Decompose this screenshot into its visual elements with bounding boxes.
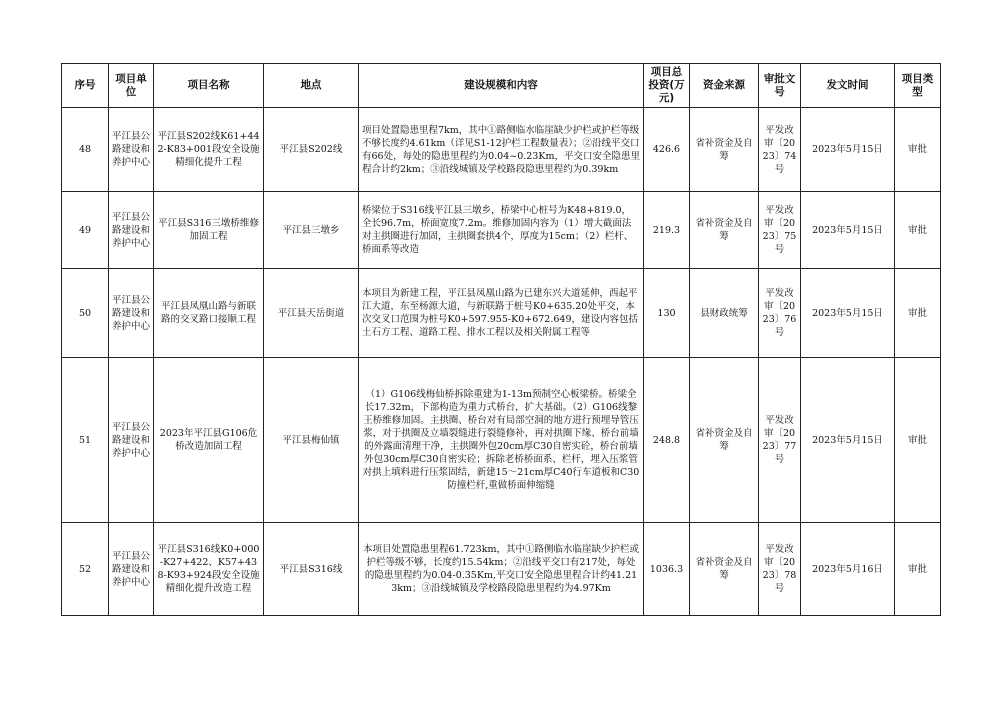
cell-unit: 平江县公路建设和养护中心 <box>109 108 154 192</box>
cell-investment: 219.3 <box>644 192 690 269</box>
header-funding: 资金来源 <box>690 64 759 108</box>
cell-no: 49 <box>62 192 109 269</box>
project-table <box>61 63 941 616</box>
cell-date: 2023年5月15日 <box>801 192 895 269</box>
cell-approval: 平发改审〔2023〕76号 <box>759 269 801 358</box>
header-name: 项目名称 <box>154 64 264 108</box>
table-row <box>62 358 941 523</box>
cell-content: （1）G106线梅仙桥拆除重建为1-13m预制空心板梁桥。桥梁全长17.32m，下部构造为重力式桥台，扩大基础。（2）G106线黎王桥维修加固。主拱圈、桥台对有局部空洞的地方进行预埋导管压浆，对于拱圈及立墙裂缝进行裂缝修补，再对拱圈下缘、桥台前墙的外露面清理干净，主拱圈外包20cm厚C30自密实砼，桥台前墙外包30cm厚C30自密实砼；拆除老桥桥面系、栏杆，埋入压浆管对拱上填料进行压浆固结，新建15～21cm厚C40行车道板和C30防撞栏杆,重做桥面伸缩缝 <box>359 358 644 523</box>
header-location: 地点 <box>264 64 359 108</box>
cell-location: 平江县梅仙镇 <box>264 358 359 523</box>
header-content: 建设规模和内容 <box>359 64 644 108</box>
cell-date: 2023年5月15日 <box>801 108 895 192</box>
cell-type: 审批 <box>895 269 941 358</box>
table-row <box>62 108 941 192</box>
cell-location: 平江县天岳街道 <box>264 269 359 358</box>
cell-funding: 省补资金及自筹 <box>690 192 759 269</box>
cell-approval: 平发改审〔2023〕77号 <box>759 358 801 523</box>
cell-approval: 平发改审〔2023〕74号 <box>759 108 801 192</box>
cell-no: 48 <box>62 108 109 192</box>
cell-name: 平江县S316线K0+000-K27+422、K57+438-K93+924段安全设施精细化提升改造工程 <box>154 523 264 616</box>
cell-location: 平江县S316线 <box>264 523 359 616</box>
cell-content: 桥梁位于S316线平江县三墩乡，桥梁中心桩号为K48+819.0，全长96.7m，桥面宽度7.2m。维修加固内容为（1）增大截面法对主拱圈进行加固，主拱圈套拱4个，厚度为15cm；（2）栏杆、桥面系等改造 <box>359 192 644 269</box>
cell-date: 2023年5月15日 <box>801 269 895 358</box>
table-header-row <box>62 64 941 108</box>
cell-name: 平江县S202线K61+442-K83+001段安全设施精细化提升工程 <box>154 108 264 192</box>
cell-funding: 省补资金及自筹 <box>690 108 759 192</box>
cell-no: 52 <box>62 523 109 616</box>
cell-funding: 省补资金及自筹 <box>690 523 759 616</box>
cell-date: 2023年5月15日 <box>801 358 895 523</box>
cell-content: 本项目为新建工程，平江县凤凰山路为已建东兴大道延伸，西起平江大道，东至杨源大道，与新联路于桩号K0+635.20处平交，本次交叉口范围为桩号K0+597.955-K0+672.649，建设内容包括土石方工程、道路工程、排水工程以及相关附属工程等 <box>359 269 644 358</box>
table-row <box>62 269 941 358</box>
cell-name: 2023年平江县G106危桥改造加固工程 <box>154 358 264 523</box>
table-row <box>62 192 941 269</box>
header-no: 序号 <box>62 64 109 108</box>
cell-type: 审批 <box>895 192 941 269</box>
cell-name: 平江县凤凰山路与新联路的交叉路口接顺工程 <box>154 269 264 358</box>
cell-investment: 426.6 <box>644 108 690 192</box>
header-type: 项目类型 <box>895 64 941 108</box>
cell-content: 项目处置隐患里程7km，其中①路侧临水临崖缺少护栏或护栏等级不够长度约4.61km（详见S1-12护栏工程数量表）；②沿线平交口有66处，每处的隐患里程约为0.04~0.23Km，平交口安全隐患里程合计约2km；③沿线城镇及学校路段隐患里程约为0.39km <box>359 108 644 192</box>
table-row <box>62 523 941 616</box>
cell-investment: 1036.3 <box>644 523 690 616</box>
cell-date: 2023年5月16日 <box>801 523 895 616</box>
cell-funding: 县财政统筹 <box>690 269 759 358</box>
cell-funding: 省补资金及自筹 <box>690 358 759 523</box>
cell-no: 50 <box>62 269 109 358</box>
cell-location: 平江县三墩乡 <box>264 192 359 269</box>
cell-type: 审批 <box>895 523 941 616</box>
cell-unit: 平江县公路建设和养护中心 <box>109 523 154 616</box>
cell-type: 审批 <box>895 358 941 523</box>
cell-unit: 平江县公路建设和养护中心 <box>109 269 154 358</box>
cell-name: 平江县S316三墩桥维修加固工程 <box>154 192 264 269</box>
cell-location: 平江县S202线 <box>264 108 359 192</box>
cell-investment: 130 <box>644 269 690 358</box>
header-investment: 项目总投资(万元) <box>644 64 690 108</box>
cell-approval: 平发改审〔2023〕75号 <box>759 192 801 269</box>
cell-content: 本项目处置隐患里程61.723km，其中①路侧临水临崖缺少护栏或护栏等级不够，长度约15.54km；②沿线平交口有217处，每处的隐患里程约为0.04-0.35Km,平交口安全隐患里程合计约41.213km；③沿线城镇及学校路段隐患里程约为4.97Km <box>359 523 644 616</box>
header-date: 发文时间 <box>801 64 895 108</box>
cell-unit: 平江县公路建设和养护中心 <box>109 192 154 269</box>
cell-no: 51 <box>62 358 109 523</box>
cell-approval: 平发改审〔2023〕78号 <box>759 523 801 616</box>
cell-investment: 248.8 <box>644 358 690 523</box>
header-unit: 项目单位 <box>109 64 154 108</box>
cell-unit: 平江县公路建设和养护中心 <box>109 358 154 523</box>
header-approval: 审批文号 <box>759 64 801 108</box>
cell-type: 审批 <box>895 108 941 192</box>
